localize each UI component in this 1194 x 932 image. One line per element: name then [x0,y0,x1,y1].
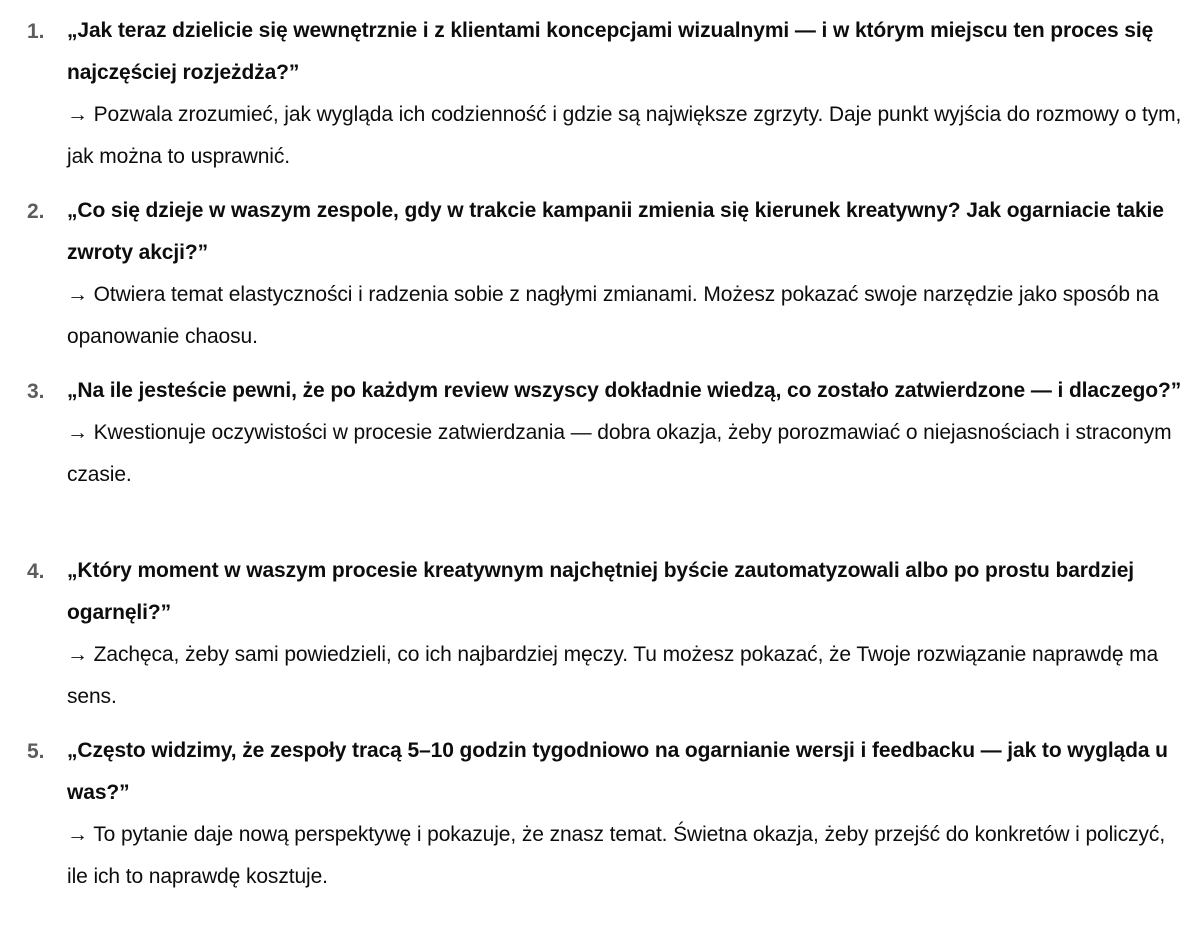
question-text: „Na ile jesteście pewni, że po każdym review wszyscy dokładnie wiedzą, co zostało zatwierdzone — i dlaczego?” [67,379,1182,402]
answer-text: → Otwiera temat elastyczności i radzenia sobie z nagłymi zmianami. Możesz pokazać swoje narzędzie jako sposób na opanowanie chaosu. [67,283,1159,348]
item-body [67,730,1182,898]
item-number: 1. [27,20,45,43]
question-text: „Często widzimy, że zespoły tracą 5–10 godzin tygodniowo na ogarnianie wersji i feedbacku — jak to wygląda u was?” [67,739,1168,804]
answer-text: → Kwestionuje oczywistości w procesie zatwierdzania — dobra okazja, żeby porozmawiać o niejasnościach i straconym czasie. [67,421,1172,486]
answer-text: → To pytanie daje nową perspektywę i pokazuje, że znasz temat. Świetna okazja, żeby przejść do konkretów i policzyć, ile ich to naprawdę kosztuje. [67,823,1166,888]
question-text: „Który moment w waszym procesie kreatywnym najchętniej byście zautomatyzowali albo po prostu bardziej ogarnęli?” [67,559,1135,624]
question-text: „Co się dzieje w waszym zespole, gdy w trakcie kampanii zmienia się kierunek kreatywny? Jak ogarniacie takie zwroty akcji?” [67,199,1164,264]
item-body [67,550,1182,718]
question-text: „Jak teraz dzielicie się wewnętrznie i z klientami koncepcjami wizualnymi — i w którym miejscu ten proces się najczęściej rozjeżdża?” [67,19,1154,84]
item-number: 3. [27,380,45,403]
item-body [67,190,1182,358]
item-number: 5. [27,740,45,763]
answer-text: → Zachęca, żeby sami powiedzieli, co ich najbardziej męczy. Tu możesz pokazać, że Twoje rozwiązanie naprawdę ma sens. [67,643,1159,708]
answer-text: → Pozwala zrozumieć, jak wygląda ich codzienność i gdzie są największe zgrzyty. Daje punkt wyjścia do rozmowy o tym, jak można to usprawnić. [67,103,1182,168]
item-body [67,370,1182,496]
item-number: 4. [27,560,45,583]
item-body [67,10,1182,178]
item-number: 2. [27,200,45,223]
